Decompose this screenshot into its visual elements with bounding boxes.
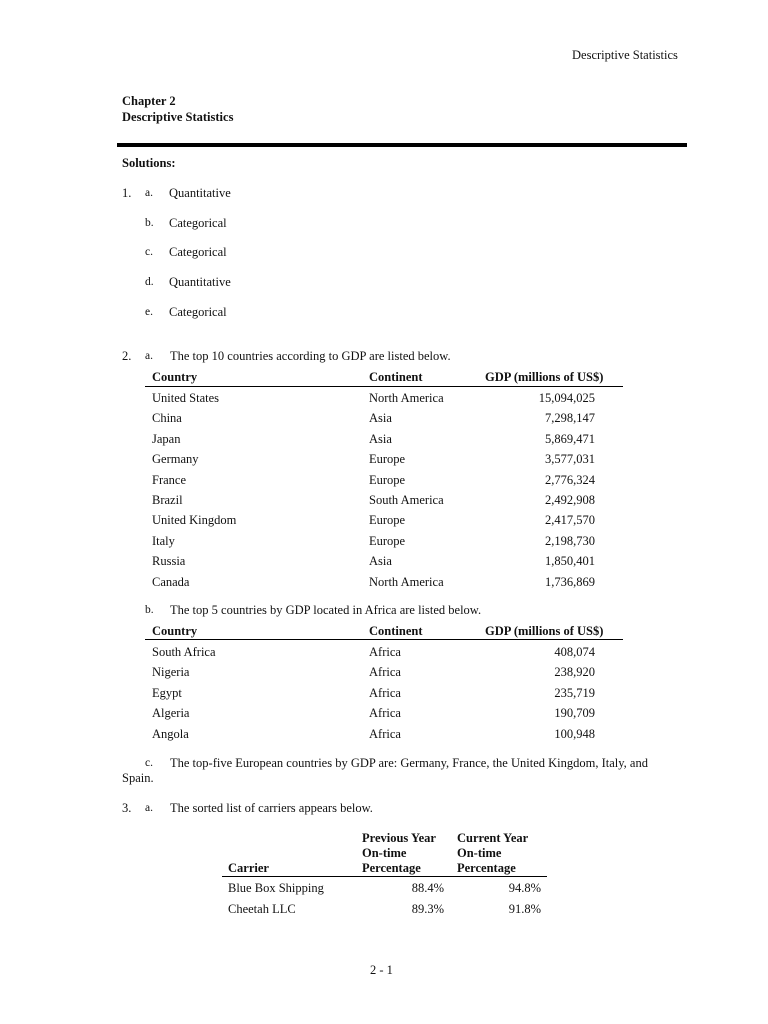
cell-curr-percentage: 94.8%: [508, 881, 541, 895]
cell-gdp: 100,948: [554, 726, 595, 741]
cell-country: Russia: [152, 554, 186, 569]
cell-gdp: 408,074: [554, 645, 595, 659]
cell-gdp: 235,719: [554, 685, 595, 700]
cell-gdp: 2,198,730: [545, 533, 595, 548]
table-header-carrier: Carrier: [228, 861, 269, 875]
cell-prev-percentage: 89.3%: [411, 901, 444, 916]
item-letter: d.: [145, 276, 154, 288]
cell-prev-percentage: 88.4%: [411, 881, 444, 895]
cell-continent: North America: [369, 574, 444, 589]
item-letter: b.: [145, 217, 154, 229]
cell-country: France: [152, 472, 187, 487]
table-header-curr-3: Percentage: [457, 861, 516, 875]
table-header-continent: Continent: [369, 370, 423, 384]
cell-gdp: 1,736,869: [545, 574, 595, 589]
cell-carrier: Cheetah LLC: [228, 901, 296, 916]
cell-gdp: 190,709: [554, 706, 595, 721]
solutions-label: Solutions:: [122, 156, 176, 170]
table-header-prev-1: Previous Year: [362, 831, 436, 845]
cell-gdp: 15,094,025: [538, 391, 595, 405]
item-letter: b.: [145, 604, 154, 616]
cell-country: Egypt: [152, 685, 182, 700]
cell-continent: Asia: [369, 431, 392, 446]
cell-carrier: Blue Box Shipping: [228, 881, 324, 895]
table-header-curr-2: On-time: [457, 846, 502, 860]
table-header-gdp: GDP (millions of US$): [485, 624, 604, 638]
cell-continent: Asia: [369, 411, 392, 426]
cell-continent: Africa: [369, 726, 401, 741]
table-header-prev-3: Percentage: [362, 861, 421, 875]
cell-country: Canada: [152, 574, 190, 589]
table-header-country: Country: [152, 624, 198, 638]
cell-country: South Africa: [152, 645, 216, 659]
cell-gdp: 7,298,147: [545, 411, 595, 426]
table-header-rule: [222, 876, 547, 877]
item-text: The top 10 countries according to GDP are listed below.: [170, 349, 451, 363]
table-header-rule: [145, 639, 623, 640]
question-number: 3.: [122, 801, 132, 815]
cell-country: Algeria: [152, 706, 190, 721]
chapter-title: Descriptive Statistics: [122, 110, 234, 124]
cell-gdp: 238,920: [554, 665, 595, 680]
cell-curr-percentage: 91.8%: [508, 901, 541, 916]
cell-continent: Europe: [369, 472, 406, 487]
cell-continent: Asia: [369, 554, 392, 569]
question-number: 2.: [122, 349, 132, 363]
cell-country: Angola: [152, 726, 189, 741]
cell-continent: Africa: [369, 645, 401, 659]
item-letter: c.: [145, 757, 153, 769]
cell-country: China: [152, 411, 182, 426]
cell-gdp: 1,850,401: [545, 554, 595, 569]
cell-country: Italy: [152, 533, 175, 548]
table-header-curr-1: Current Year: [457, 831, 529, 845]
cell-country: Germany: [152, 452, 199, 467]
cell-gdp: 3,577,031: [545, 452, 595, 467]
item-text: Categorical: [169, 305, 227, 319]
item-text: The top-five European countries by GDP are: Germany, France, the United Kingdom, Italy, and: [170, 756, 648, 770]
cell-gdp: 2,417,570: [545, 513, 595, 528]
item-text: Quantitative: [169, 275, 231, 289]
cell-continent: Africa: [369, 665, 401, 680]
item-text: Categorical: [169, 245, 227, 259]
table-header-rule: [145, 386, 623, 387]
table-header-country: Country: [152, 370, 198, 384]
item-text: Categorical: [169, 216, 227, 230]
table-header-prev-2: On-time: [362, 846, 407, 860]
cell-country: United Kingdom: [152, 513, 237, 528]
item-letter: a.: [145, 802, 153, 814]
running-header: Descriptive Statistics: [572, 48, 678, 62]
item-text-continued: Spain.: [122, 771, 154, 785]
table-header-gdp: GDP (millions of US$): [485, 370, 604, 384]
cell-country: United States: [152, 391, 220, 405]
item-letter: e.: [145, 306, 153, 318]
cell-gdp: 5,869,471: [545, 431, 595, 446]
cell-continent: North America: [369, 391, 444, 405]
page-number: 2 - 1: [370, 963, 393, 977]
cell-country: Nigeria: [152, 665, 190, 680]
item-text: The sorted list of carriers appears below.: [170, 801, 373, 815]
cell-continent: South America: [369, 493, 444, 507]
cell-continent: Africa: [369, 706, 401, 721]
cell-continent: Africa: [369, 685, 401, 700]
question-number: 1.: [122, 186, 132, 200]
cell-continent: Europe: [369, 533, 406, 548]
cell-continent: Europe: [369, 513, 406, 528]
item-letter: c.: [145, 246, 153, 258]
cell-gdp: 2,776,324: [545, 472, 595, 487]
cell-country: Brazil: [152, 493, 183, 507]
item-text: The top 5 countries by GDP located in Africa are listed below.: [170, 603, 482, 617]
item-letter: a.: [145, 187, 153, 199]
cell-gdp: 2,492,908: [545, 493, 595, 507]
table-header-continent: Continent: [369, 624, 423, 638]
heading-rule: [117, 143, 687, 147]
item-letter: a.: [145, 350, 153, 362]
item-text: Quantitative: [169, 186, 231, 200]
cell-continent: Europe: [369, 452, 406, 467]
chapter-number: Chapter 2: [122, 94, 176, 108]
cell-country: Japan: [152, 431, 181, 446]
